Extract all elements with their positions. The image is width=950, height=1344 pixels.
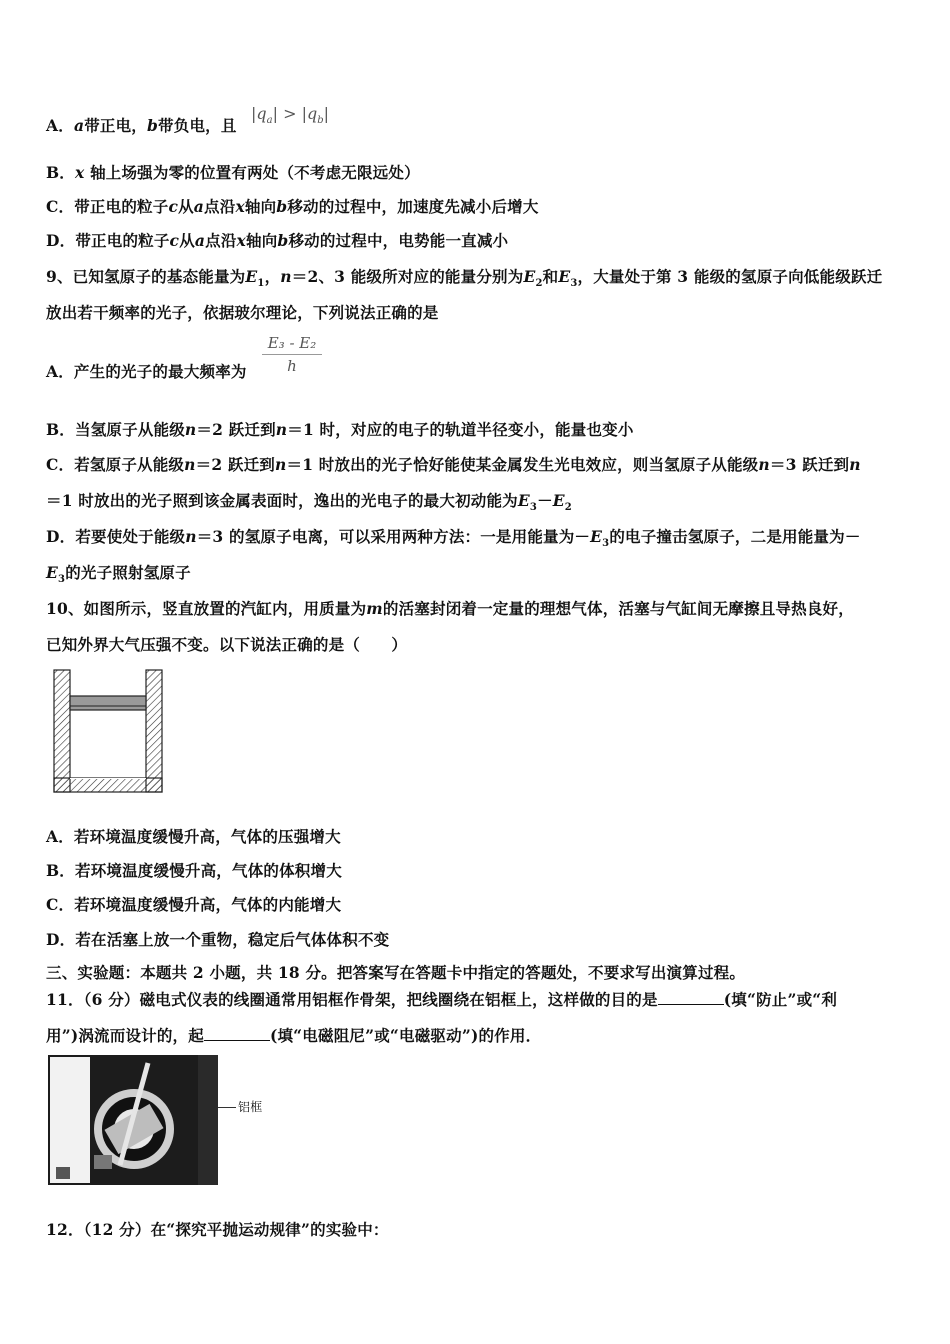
q10-option-a: A．若环境温度缓慢升高，气体的压强增大 — [46, 827, 341, 846]
q8-option-a: A．a带正电，b带负电，且 — [46, 116, 237, 135]
answer-blank-2[interactable] — [204, 1026, 270, 1041]
q8-option-d: D．带正电的粒子c从a点沿x轴向b移动的过程中，电势能一直减小 — [46, 231, 509, 250]
fraction-denominator: h — [287, 357, 297, 375]
meter-coil-photo — [48, 1055, 218, 1185]
q8-option-b: B．x 轴上场强为零的位置有两处（不考虑无限远处） — [46, 163, 420, 182]
section-3-heading: 三、实验题：本题共 2 小题，共 18 分。把答案写在答题卡中指定的答题处，不要求写出演算过程。 — [46, 963, 746, 982]
q10-option-d: D．若在活塞上放一个重物，稳定后气体体积不变 — [46, 930, 390, 949]
aluminum-frame-label: 铝框 — [238, 1100, 263, 1114]
q11-stem-line2: 用”)涡流而设计的，起 (填“电磁阻尼”或“电磁驱动”)的作用． — [46, 1026, 542, 1045]
q12-stem: 12．（12 分）在“探究平抛运动规律”的实验中： — [46, 1220, 389, 1239]
q11-stem-line1: 11．（6 分）磁电式仪表的线圈通常用铝框作骨架，把线圈绕在铝框上，这样做的目的是 (填“防止”或“利 — [46, 990, 838, 1009]
q9-option-d-line1: D．若要使处于能级n＝3 的氢原子电离，可以采用两种方法：一是用能量为$-E_3$的电子撞击氢原子，二是用能量为－ — [46, 527, 861, 550]
piston — [70, 696, 146, 710]
fraction-numerator: E₃ - E₂ — [267, 334, 317, 352]
q10-stem-line2: 已知外界大气压强不变。以下说法正确的是（ ） — [46, 635, 408, 654]
q9-option-a: A．产生的光子的最大频率为 — [46, 362, 247, 381]
cylinder-piston-figure — [52, 668, 164, 796]
label-leader-line — [218, 1107, 236, 1108]
q9-option-d-line2: $E_3$的光子照射氢原子 — [46, 563, 191, 586]
answer-blank-1[interactable] — [658, 990, 724, 1005]
q10-option-b: B．若环境温度缓慢升高，气体的体积增大 — [46, 861, 342, 880]
q10-option-c: C．若环境温度缓慢升高，气体的内能增大 — [46, 895, 342, 914]
q9-stem-line1: 9、已知氢原子的基态能量为$E_1$，n＝2、3 能级所对应的能量分别为$E_2$和$E_3$，大量处于第 3 能级的氢原子向低能级跃迁 — [46, 267, 883, 290]
q9-option-c-line1: C．若氢原子从能级n＝2 跃迁到n＝1 时放出的光子恰好能使某金属发生光电效应，则当氢原子从能级n＝3 跃迁到n — [46, 455, 861, 474]
q9-option-b: B．当氢原子从能级n＝2 跃迁到n＝1 时，对应的电子的轨道半径变小，能量也变小 — [46, 420, 634, 439]
q8-option-c: C．带正电的粒子c从a点沿x轴向b移动的过程中，加速度先减小后增大 — [46, 197, 539, 216]
q9-fraction — [262, 334, 322, 375]
q9-option-c-line2: ＝1 时放出的光子照到该金属表面时，逸出的光电子的最大初动能为$E_3-E_2$ — [46, 491, 572, 514]
q10-stem-line1: 10、如图所示，竖直放置的汽缸内，用质量为m的活塞封闭着一定量的理想气体，活塞与气缸间无摩擦且导热良好， — [46, 599, 854, 618]
q8-formula-qa-qb: $|q_a| > |q_b|$ — [251, 104, 330, 127]
fraction-bar — [262, 354, 322, 355]
q9-stem-line2: 放出若干频率的光子，依据玻尔理论，下列说法正确的是 — [46, 303, 439, 322]
